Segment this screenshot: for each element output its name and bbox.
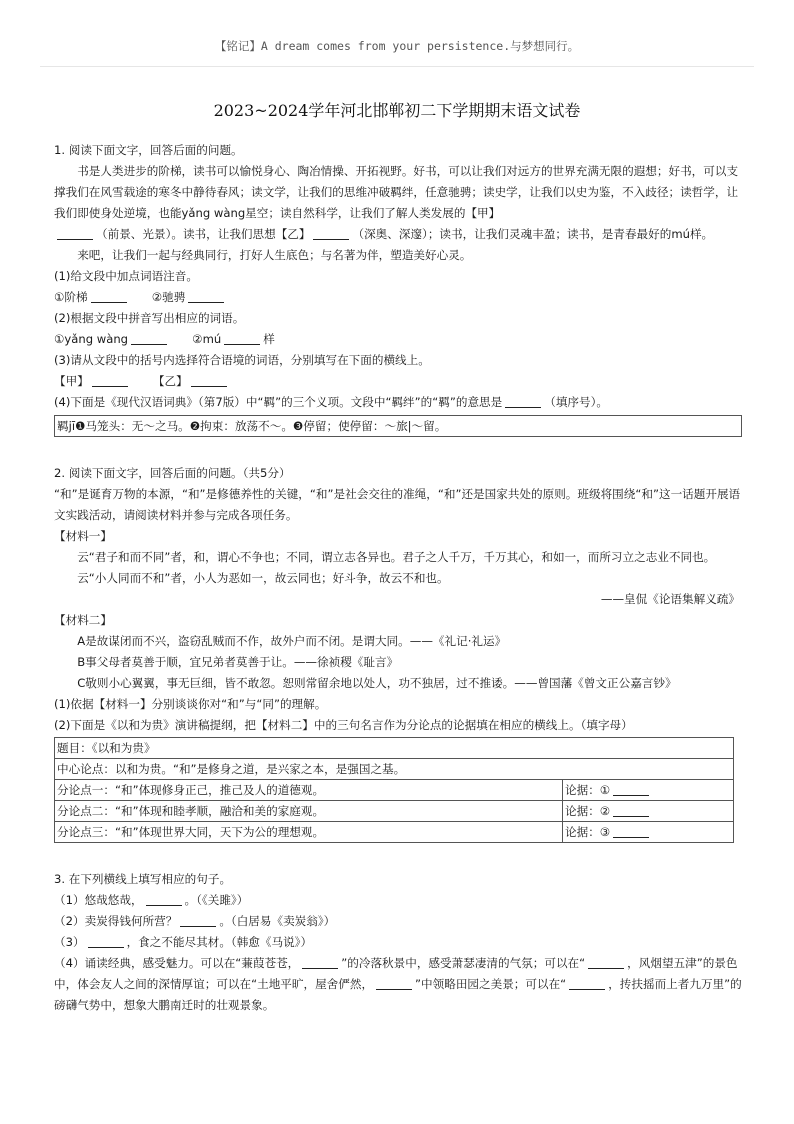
question-2-intro: “和”是诞育万物的本源，“和”是修德养性的关键，“和”是社会交往的准绳，“和”还是国家共处的原则。班级将围绕“和”这一话题开展语文实践活动，请阅读材料并参与完成各项任务。	[54, 487, 741, 522]
answer-blank[interactable]	[191, 374, 227, 387]
table-row	[55, 738, 734, 759]
question-2	[54, 463, 742, 843]
answer-blank[interactable]	[613, 783, 649, 796]
table-row	[55, 759, 734, 780]
evidence-label: 论据：③	[565, 825, 611, 839]
material-2-quote-a: A是故谋闭而不兴，盗窃乱贼而不作，故外户而不闭。是谓大同。——《礼记·礼运》	[77, 634, 507, 648]
question-1-passage-2: 来吧，让我们一起与经典同行，打好人生底色；与名著为伴，塑造美好心灵。	[77, 248, 472, 262]
answer-blank[interactable]	[224, 332, 260, 345]
answer-blank[interactable]	[588, 956, 624, 969]
outline-central-argument: 中心论点：以和为贵。“和”是修身之道，是兴家之本，是强国之基。	[55, 759, 734, 780]
table-row	[55, 801, 734, 822]
item-label: （1）悠哉悠哉，	[54, 893, 143, 907]
answer-blank[interactable]	[92, 374, 128, 387]
answer-blank[interactable]	[88, 935, 124, 948]
outline-topic: 题目：《以和为贵》	[55, 738, 734, 759]
item-label: 【甲】	[54, 374, 89, 388]
material-1-source: ——皇侃《论语集解义疏》	[600, 592, 740, 606]
item-label: ，抟扶摇而上者九万里”的磅礴气势中，想象大鹏南迁时的壮观景象。	[54, 977, 742, 1012]
header-divider	[40, 66, 754, 67]
q2-sub-2: (2)下面是《以和为贵》演讲稿提纲，把【材料二】中的三句名言作为分论点的论据填在相应的横线上。（填字母）	[54, 718, 633, 732]
answer-blank[interactable]	[146, 893, 182, 906]
passage-text-d: mú样。	[671, 227, 714, 241]
passage-text-c: （深奥、深邃）；读书，让我们灵魂丰盈；读书，是青春最好的	[352, 227, 672, 241]
answer-blank[interactable]	[180, 914, 216, 927]
page-title: 2023~2024学年河北邯郸初二下学期期末语文试卷	[213, 101, 581, 120]
item-label: 【乙】	[152, 374, 188, 388]
passage-text-a: 书是人类进步的阶梯，读书可以愉悦身心、陶冶情操、开拓视野。好书，可以让我们对远方的世界充满无限的遐想；好书，可以支撑我们在风雪载途的寒冬中静待春风；读文学，让我们的思维冲破羁绊，任意驰骋；读史学，让我们以史为鉴，不入歧径；读哲学，让我们即使身处逆境，也能yǎng wàng星空；读自然科学，让我们了解人类发展的【甲】	[54, 164, 739, 220]
speech-outline-table	[54, 737, 734, 843]
answer-blank[interactable]	[188, 290, 224, 303]
item-label: （2）卖炭得钱何所营？	[54, 914, 178, 928]
q2-sub-1: (1)依据【材料一】分别谈谈你对“和”与“同”的理解。	[54, 697, 327, 711]
dictionary-definition-box: 羁jī❶马笼头：无～之马。❷拘束：放荡不～。❸停留；使停留：～旅|～留。	[54, 415, 742, 437]
question-1-passage	[54, 161, 742, 245]
answer-blank[interactable]	[613, 825, 649, 838]
passage-text-b: （前景、光景）。读书，让我们思想【乙】	[96, 227, 311, 241]
item-label: （填序号）。	[544, 395, 608, 409]
item-label: 。（白居易《卖炭翁》）	[219, 914, 336, 928]
material-1-label: 【材料一】	[54, 529, 112, 543]
q1-sub-3: (3)请从文段中的括号内选择符合语境的词语，分别填写在下面的横线上。	[54, 353, 430, 367]
answer-blank[interactable]	[57, 227, 93, 240]
q1-sub-3-items	[54, 371, 742, 392]
item-label: ，食之不能尽其材。（韩愈《马说》）	[126, 935, 313, 949]
item-label: ①阶梯	[54, 290, 88, 304]
exam-content	[54, 140, 742, 1016]
q3-line-3	[54, 932, 742, 953]
answer-blank[interactable]	[313, 227, 349, 240]
answer-blank[interactable]	[91, 290, 127, 303]
item-label: (4)下面是《现代汉语词典》（第7版）中“羁”的三个义项。文段中“羁绊”的“羁”的意思是	[54, 395, 503, 409]
q1-sub-4	[54, 392, 742, 413]
question-3-heading: 3. 在下列横线上填写相应的句子。	[54, 872, 232, 886]
material-2-quote-c: C敬则小心翼翼，事无巨细，皆不敢忽。恕则常留余地以处人，功不独居，过不推诿。——曾国藩《曾文正公嘉言钞》	[77, 676, 677, 690]
answer-blank[interactable]	[131, 332, 167, 345]
evidence-cell[interactable]	[563, 780, 734, 801]
item-label: （3）	[54, 935, 85, 949]
item-label: ②mú	[192, 332, 222, 346]
material-1-para-1: 云“君子和而不同”者，和，谓心不争也；不同，谓立志各异也。君子之人千万，千万其心，和如一，而所习立之志业不同也。	[77, 550, 716, 564]
page-header-motto: 【铭记】A dream comes from your persistence.与梦想同行。	[214, 39, 580, 53]
sub-argument: 分论点二：“和”体现和睦孝顺，融洽和美的家庭观。	[55, 801, 563, 822]
sub-argument: 分论点三：“和”体现世界大同，天下为公的理想观。	[55, 822, 563, 843]
item-label: 样	[263, 332, 275, 346]
answer-blank[interactable]	[613, 804, 649, 817]
q3-line-4	[54, 953, 742, 1016]
question-2-heading: 2. 阅读下面文字，回答后面的问题。（共5分）	[54, 466, 291, 480]
question-1-heading: 1. 阅读下面文字，回答后面的问题。	[54, 143, 243, 157]
material-1-para-2: 云“小人同而不和”者，小人为恶如一，故云同也；好斗争，故云不和也。	[77, 571, 449, 585]
q1-sub-1: (1)给文段中加点词语注音。	[54, 269, 198, 283]
evidence-label: 论据：②	[565, 804, 611, 818]
sub-argument: 分论点一：“和”体现修身正己，推己及人的道德观。	[55, 780, 563, 801]
item-label: ②驰骋	[151, 290, 186, 304]
item-label: ，风烟望五津”的景色中，体会友人之间的深情厚谊；可以在“土地平旷，屋舍俨然，	[54, 956, 738, 991]
question-3	[54, 869, 742, 1016]
q3-line-1	[54, 890, 742, 911]
answer-blank[interactable]	[569, 977, 605, 990]
material-2-label: 【材料二】	[54, 613, 112, 627]
q1-sub-2-items	[54, 329, 742, 350]
answer-blank[interactable]	[505, 395, 541, 408]
item-label: ”中领略田园之美景；可以在“	[415, 977, 567, 991]
evidence-cell[interactable]	[563, 801, 734, 822]
item-label: 。（《关雎》）	[184, 893, 249, 907]
q1-sub-2: (2)根据文段中拼音写出相应的词语。	[54, 311, 245, 325]
q3-line-2	[54, 911, 742, 932]
evidence-label: 论据：①	[565, 783, 611, 797]
question-1	[54, 140, 742, 437]
item-label: ”的冷落秋景中，感受萧瑟凄清的气氛；可以在“	[341, 956, 586, 970]
item-label: （4）诵读经典，感受魅力。可以在“蒹葭苍苍，	[54, 956, 300, 970]
answer-blank[interactable]	[376, 977, 412, 990]
evidence-cell[interactable]	[563, 822, 734, 843]
answer-blank[interactable]	[302, 956, 338, 969]
table-row	[55, 780, 734, 801]
q1-sub-1-items	[54, 287, 742, 308]
table-row	[55, 822, 734, 843]
item-label: ①yǎng wàng	[54, 332, 129, 346]
material-2-quote-b: B事父母者莫善于顺，宜兄弟者莫善于让。——徐祯稷《耻言》	[77, 655, 399, 669]
